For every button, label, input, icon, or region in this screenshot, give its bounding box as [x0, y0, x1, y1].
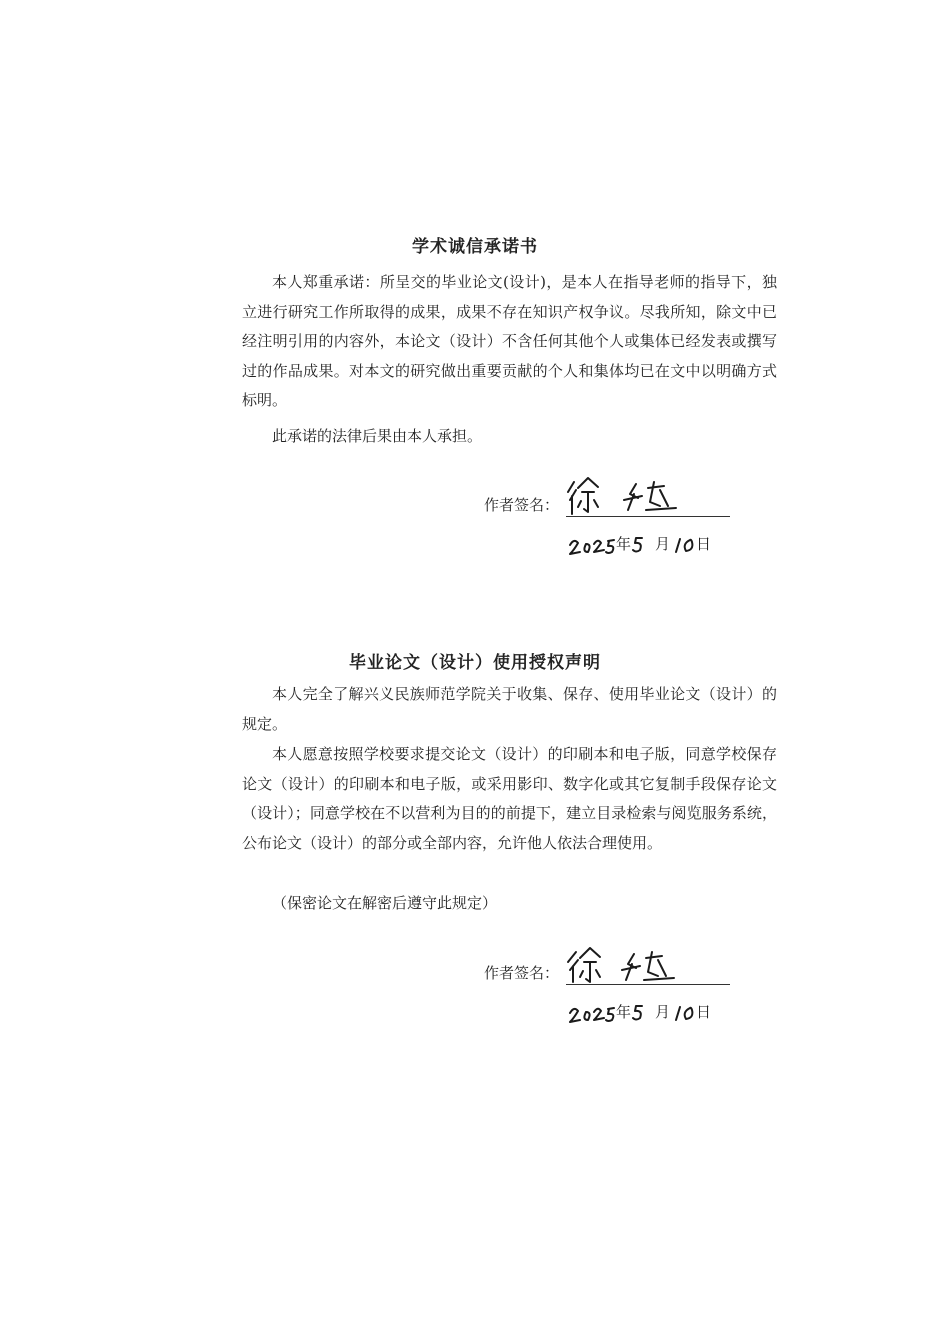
authorization-month-unit: 月: [655, 1003, 671, 1021]
integrity-handwritten-date: [568, 530, 718, 562]
integrity-signature-line: [566, 516, 730, 517]
authorization-handwritten-signature: [564, 940, 714, 986]
authorization-paragraph-1: 本人完全了解兴义民族师范学院关于收集、保存、使用毕业论文（设计）的规定。: [242, 685, 777, 733]
authorization-year-unit: 年: [616, 1003, 632, 1021]
integrity-handwritten-signature: [564, 472, 714, 518]
authorization-signature-label: 作者签名：: [484, 964, 560, 982]
authorization-title: 毕业论文（设计）使用授权声明: [349, 653, 601, 673]
authorization-handwritten-date: [568, 998, 718, 1030]
authorization-paragraph-2: 本人愿意按照学校要求提交论文（设计）的印刷本和电子版，同意学校保存论文（设计）的印刷本和电子版，或采用影印、数字化或其它复制手段保存论文（设计）；同意学校在不以营利为目的的前提下，建立目录检索与阅览服务系统，公布论文（设计）的部分或全部内容，允许他人依法合理使用。: [242, 745, 777, 852]
integrity-paragraph-2: 此承诺的法律后果由本人承担。: [272, 427, 483, 445]
integrity-year-unit: 年: [616, 535, 632, 553]
integrity-title: 学术诚信承诺书: [412, 237, 538, 257]
authorization-day-unit: 日: [696, 1003, 712, 1021]
authorization-signature-line: [566, 984, 730, 985]
integrity-month-unit: 月: [655, 535, 671, 553]
integrity-day-unit: 日: [696, 535, 712, 553]
authorization-paragraph-3: （保密论文在解密后遵守此规定）: [272, 894, 498, 912]
integrity-signature-label: 作者签名：: [484, 496, 560, 514]
integrity-paragraph-1: 本人郑重承诺：所呈交的毕业论文(设计)，是本人在指导老师的指导下，独立进行研究工作所取得的成果，成果不存在知识产权争议。尽我所知，除文中已经注明引用的内容外，本论文（设计）不含任何其他个人或集体已经发表或撰写过的作品成果。对本文的研究做出重要贡献的个人和集体均已在文中以明确方式标明。: [242, 273, 777, 409]
